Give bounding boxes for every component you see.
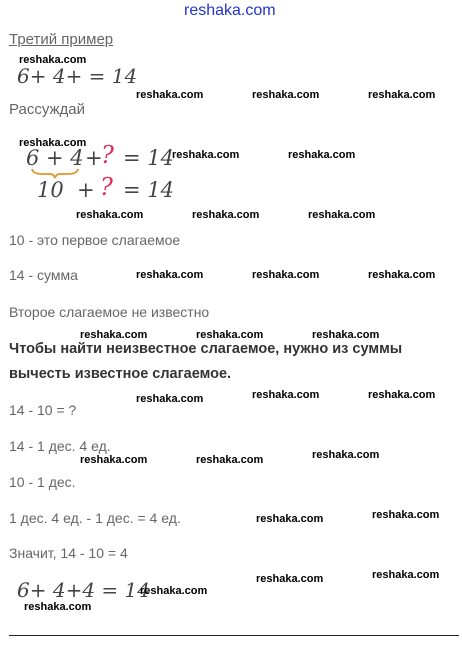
watermark: reshaka.com (288, 149, 356, 161)
watermark: reshaka.com (24, 601, 92, 613)
equation-initial: 6+ 4+ = 14 (17, 64, 138, 88)
equation-2-left: 6 + 4 (26, 146, 84, 170)
rule-text-line-2: вычесть известное слагаемое. (9, 366, 232, 382)
rule-text-line-1: Чтобы найти неизвестное слагаемое, нужно из суммы (9, 341, 403, 357)
site-title[interactable]: reshaka.com (184, 2, 276, 19)
equation-3-left: 10 (37, 178, 64, 202)
subtraction-line: 14 - 10 = ? (9, 402, 77, 418)
second-addend-line: Второе слагаемое не известно (9, 304, 210, 320)
tens-line: 10 - 1 дес. (9, 474, 76, 490)
result-line: Значит, 14 - 10 = 4 (9, 545, 128, 561)
watermark: reshaka.com (80, 329, 148, 341)
decomposition-line: 14 - 1 дес. 4 ед. (9, 438, 111, 454)
equation-2-rest: = 14 (123, 146, 174, 170)
watermark: reshaka.com (308, 209, 376, 221)
watermark: reshaka.com (252, 389, 320, 401)
watermark: reshaka.com (312, 449, 380, 461)
watermark: reshaka.com (368, 89, 436, 101)
watermark: reshaka.com (372, 509, 440, 521)
watermark: reshaka.com (256, 573, 324, 585)
watermark: reshaka.com (372, 569, 440, 581)
watermark: reshaka.com (368, 269, 436, 281)
watermark: reshaka.com (256, 513, 324, 525)
watermark: reshaka.com (312, 329, 380, 341)
bottom-divider (9, 635, 459, 636)
watermark: reshaka.com (252, 269, 320, 281)
example-title: Третий пример (9, 31, 114, 48)
watermark: reshaka.com (192, 209, 260, 221)
watermark: reshaka.com (19, 54, 87, 66)
watermark: reshaka.com (136, 269, 204, 281)
watermark: reshaka.com (19, 137, 87, 149)
watermark: reshaka.com (76, 209, 144, 221)
watermark: reshaka.com (196, 454, 264, 466)
calculation-line: 1 дес. 4 ед. - 1 дес. = 4 ед. (9, 510, 181, 526)
watermark: reshaka.com (140, 585, 208, 597)
equation-2-plus: + (85, 146, 103, 170)
watermark: reshaka.com (252, 89, 320, 101)
watermark: reshaka.com (368, 389, 436, 401)
first-addend-line: 10 - это первое слагаемое (9, 232, 181, 248)
watermark: reshaka.com (172, 149, 240, 161)
equation-3-rest: = 14 (123, 178, 174, 202)
watermark: reshaka.com (136, 393, 204, 405)
watermark: reshaka.com (136, 89, 204, 101)
watermark: reshaka.com (80, 454, 148, 466)
reason-label: Рассуждай (9, 101, 86, 118)
equation-3-plus: + (77, 178, 95, 202)
sum-line: 14 - сумма (9, 267, 78, 283)
unknown-mark: ? (101, 141, 114, 169)
watermark: reshaka.com (196, 329, 264, 341)
final-equation: 6+ 4+4 = 14 (17, 578, 150, 602)
unknown-mark: ? (100, 173, 113, 201)
